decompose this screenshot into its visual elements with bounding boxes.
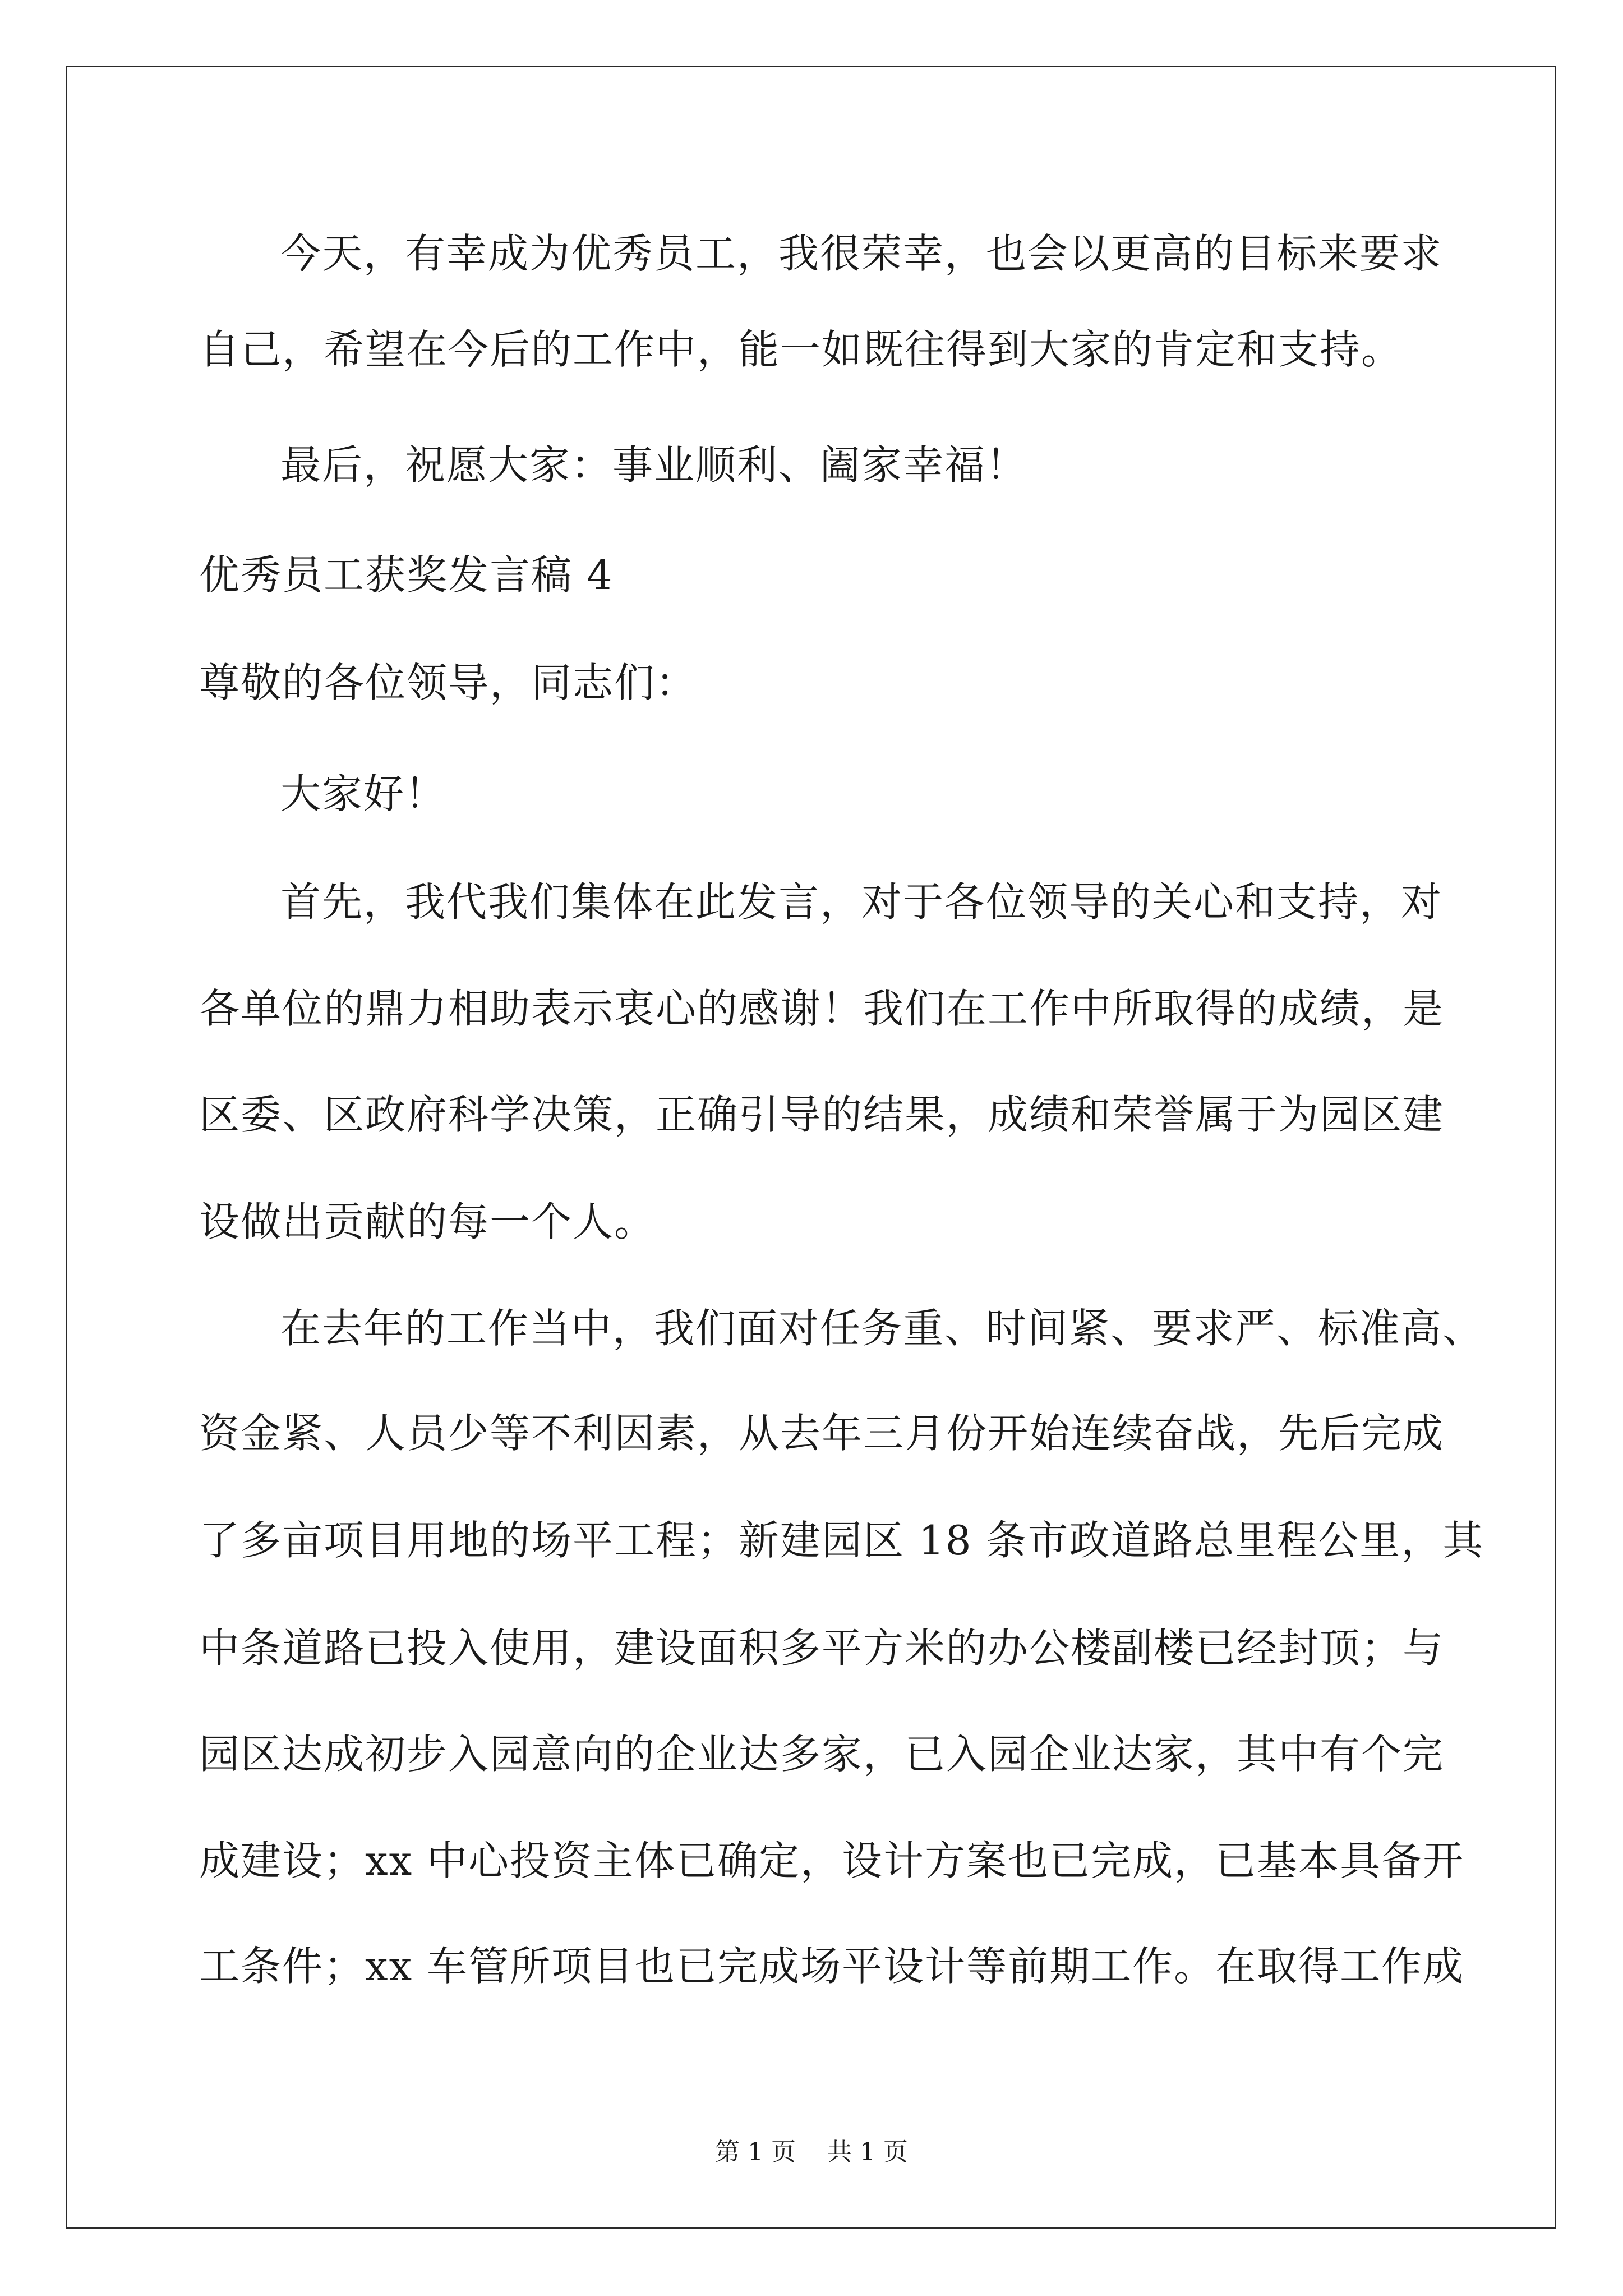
paragraph-line: 了多亩项目用地的场平工程；新建园区 18 条市政道路总里程公里，其 — [199, 1517, 1484, 1564]
paragraph-line: 今天，有幸成为优秀员工，我很荣幸，也会以更高的目标来要求 — [280, 230, 1443, 277]
paragraph-line: 资金紧、人员少等不利因素，从去年三月份开始连续奋战，先后完成 — [199, 1410, 1445, 1457]
page-footer: 第 1 页 共 1 页 — [715, 2138, 908, 2166]
paragraph-line: 中条道路已投入使用，建设面积多平方米的办公楼副楼已经封顶；与 — [199, 1625, 1445, 1672]
paragraph-line: 各单位的鼎力相助表示衷心的感谢！我们在工作中所取得的成绩，是 — [199, 985, 1445, 1032]
paragraph-line: 在去年的工作当中，我们面对任务重、时间紧、要求严、标准高、 — [280, 1305, 1484, 1352]
greeting: 大家好！ — [280, 770, 447, 817]
paragraph-line: 区委、区政府科学决策，正确引导的结果，成绩和荣誉属于为园区建 — [199, 1091, 1445, 1138]
section-heading: 优秀员工获奖发言稿 4 — [199, 551, 614, 599]
paragraph-line: 首先，我代我们集体在此发言，对于各位领导的关心和支持，对 — [280, 878, 1443, 926]
paragraph-line: 自己，希望在今后的工作中，能一如既往得到大家的肯定和支持。 — [199, 326, 1403, 373]
paragraph-line: 工条件；xx 车管所项目也已完成场平设计等前期工作。在取得工作成 — [199, 1943, 1465, 1990]
page-border — [66, 66, 1556, 2229]
paragraph-line: 成建设；xx 中心投资主体已确定，设计方案也已完成，已基本具备开 — [199, 1837, 1465, 1884]
paragraph-line: 设做出贡献的每一个人。 — [199, 1198, 656, 1245]
paragraph-line: 园区达成初步入园意向的企业达多家，已入园企业达家，其中有个完 — [199, 1731, 1445, 1778]
paragraph-line: 最后，祝愿大家：事业顺利、阖家幸福！ — [280, 441, 1028, 489]
salutation: 尊敬的各位领导，同志们： — [199, 659, 698, 706]
